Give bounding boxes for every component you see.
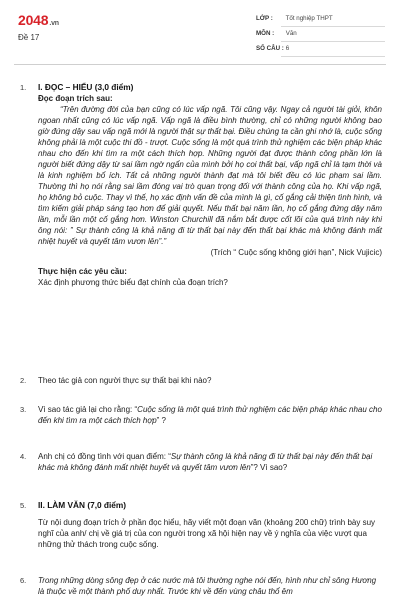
meta-divider [281, 41, 385, 42]
question-number: 4. [20, 452, 27, 461]
passage-citation: (Trích “ Cuộc sống không giới hạn”, Nick Vujicic) [210, 248, 382, 257]
meta-count-label: SỐ CÂU : [256, 45, 284, 52]
logo-main-text: 2048 [18, 12, 49, 28]
question-body [38, 575, 382, 597]
question-number: 6. [20, 576, 27, 585]
question-quote: Cuộc sống là một quá trình thử nghiệm các biện pháp khác nhau cho đến khi tìm ra một cách thích hợp [38, 405, 382, 425]
question-number: 5. [20, 501, 27, 510]
meta-class-value: Tốt nghiệp THPT [285, 15, 333, 22]
meta-subject-row [256, 30, 297, 37]
meta-class-row [256, 15, 333, 22]
question-number: 2. [20, 376, 27, 385]
question-text [38, 451, 382, 473]
meta-subject-label: MÔN : [256, 30, 275, 37]
header-divider [14, 64, 386, 65]
site-logo[interactable] [18, 12, 59, 28]
question-body [38, 451, 382, 473]
section-title: I. ĐỌC – HIỂU (3,0 điểm) [38, 82, 134, 92]
question-body [38, 404, 382, 426]
page-header [0, 0, 400, 62]
meta-count-value: 6 [285, 45, 290, 52]
question-quote: Sự thành công là khả năng đi từ thất bại này đến thất bại khác mà không đánh mất nhiệt huyết và quyết tâm vươn lên [38, 452, 373, 472]
meta-divider [281, 56, 385, 57]
question-text-pre: Vì sao tác giả lại cho rằng: “ [38, 405, 138, 414]
meta-class-label: LỚP : [256, 15, 273, 22]
question-body [38, 500, 382, 550]
question-body [38, 82, 382, 288]
read-label: Đọc đoạn trích sau: [38, 94, 113, 103]
meta-subject-value: Văn [285, 30, 297, 37]
reading-passage: “Trên đường đời của bạn cũng có lúc vấp ngã. Tôi cũng vậy. Ngay cả người tài giỏi, khôn ngoan nhất cũng có lúc vấp ngã. Vấp ngã là điều bình thường, chỉ có những người không bao giờ đứng dậy sau vấp ngã mới là người thật sự thất bại. Điều chúng ta cần ghi nhớ là, cuộc sống không phải là một cuộc thi đồ - trượt. Cuộc sống là một quá trình thử nghiệm các biện pháp khác nhau cho đến khi tìm ra một cách thích hợp. Những người đạt được thành công phần lớn là người biết đứng dậy từ sai lầm ngờ ngẩn của mình bởi họ coi thất bại, vấp ngã chỉ là tạm thời và là kinh nghiệm bổ ích. Tất cả những người thành đạt mà tôi biết đều có lúc phạm sai lầm. Thường thì họ nói rằng sai lầm đóng vai trò quan trọng đối với thành công của họ. Khi vấp ngã, họ không bỏ cuộc. Thay vì thế, họ xác định vấn đề của mình là gì, cố gắng cải thiện tình hình, và tìm kiếm giải pháp sáng tạo hơn để giải quyết. Nếu thất bại năm lần, họ cố gắng đứng dậy năm lần, mỗi lần một cố gắng hơn. Winston Churchill đã nắm bắt được cốt lõi của quá trình này khi ông nói: ” Sự thành công là khả năng đi từ thất bại này đến thất bại khác mà không đánh mất nhiệt huyết và quyết tâm vươn lên”.” [38, 105, 382, 246]
question-text: Từ nội dung đoạn trích ở phần đọc hiểu, hãy viết một đoạn văn (khoảng 200 chữ) trình bày suy nghĩ của anh/ chị về giá trị của con người trong xã hội hiện nay về ý nghĩa của việc vượt qua những thử thách trong cuộc sống. [38, 518, 376, 549]
exam-code: Đề 17 [18, 33, 40, 42]
question-number: 3. [20, 405, 27, 414]
question-text: Xác định phương thức biểu đạt chính của đoạn trích? [38, 278, 228, 287]
question-text-post: ” ? [156, 416, 167, 425]
question-text-pre: Anh chị có đồng tình với quan điểm: “ [38, 452, 171, 461]
question-text [38, 404, 382, 426]
meta-divider [281, 26, 385, 27]
question-text: Theo tác giả con người thực sự thất bại khi nào? [38, 376, 212, 385]
question-text-post: ”? Vì sao? [250, 463, 288, 472]
meta-count-row [256, 45, 289, 52]
task-label: Thực hiện các yêu cầu: [38, 267, 127, 276]
question-text: Trong những dòng sông đẹp ở các nước mà tôi thường nghe nói đến, hình như chỉ sông Hương là thuộc về một thành phố duy nhất. Trước khi về đến vùng châu thổ êm [38, 576, 377, 596]
section-title: II. LÀM VĂN (7,0 điểm) [38, 500, 127, 510]
question-body [38, 375, 382, 386]
question-number: 1. [20, 83, 27, 92]
logo-suffix-text: .vn [49, 20, 59, 27]
